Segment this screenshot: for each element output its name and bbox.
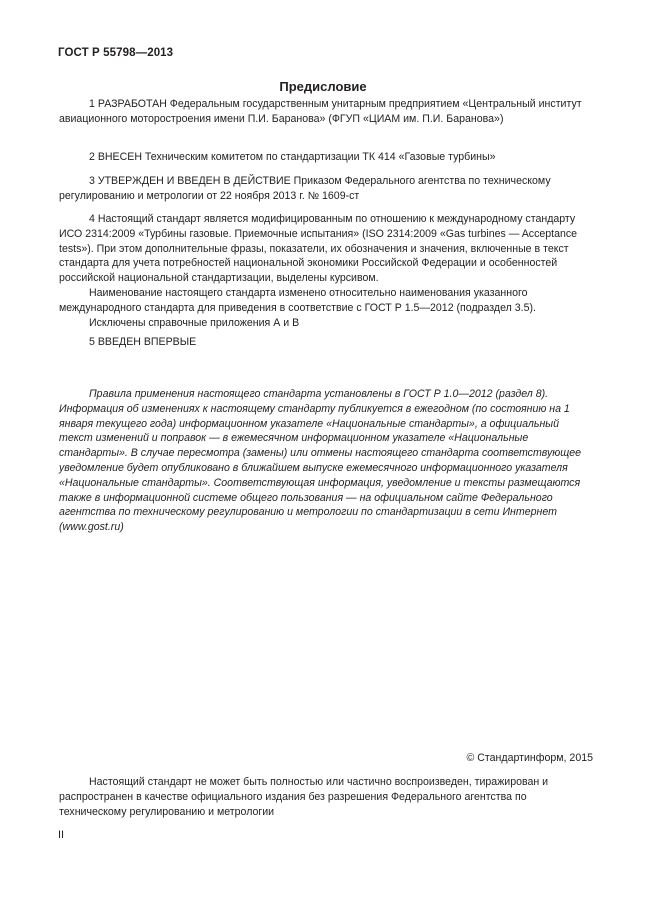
application-rules-text: Правила применения настоящего стандарта установлены в ГОСТ Р 1.0—2012 (раздел 8). Информация об изменениях к настоящему стандарту публикуется в ежегодном (по состоянию на 1 января текущего года) информационном указателе «Национальные стандарты», а официальный текст изменений и поправок — в ежемесячном информационном указателе «Национальные стандарты». В случае пересмотра (замены) или отмены настоящего стандарта соответствующее уведомление будет опубликовано в ближайшем выпуске ежемесячного информационного указателя «Национальные стандарты». Соответствующая информация, уведомление и тексты размещаются также в информационной системе общего пользования — на официальном сайте Федерального агентства по техническому регулированию и метрологии по стандартизации в сети Интернет (www.gost.ru) — [59, 388, 582, 534]
section-title: Предисловие — [279, 79, 367, 94]
reproduction-notice-text: Настоящий стандарт не может быть полностью или частично воспроизведен, тиражирован и распространен в качестве официального издания без разрешения Федерального агентства по техническому регулированию и метрологии — [59, 776, 549, 818]
application-rules-note — [59, 387, 593, 535]
preface-item-2-text: 2 ВНЕСЕН Техническим комитетом по стандартизации ТК 414 «Газовые турбины» — [89, 151, 496, 163]
preface-item-1-text: 1 РАЗРАБОТАН Федеральным государственным унитарным предприятием «Центральный институт авиационного моторостроения имени П.И. Баранова» (ФГУП «ЦИАМ им. П.И. Баранова») — [59, 98, 582, 125]
preface-item-4-excluded: Исключены справочные приложения А и В — [89, 316, 300, 329]
page-number: II — [58, 829, 65, 841]
preface-item-3 — [59, 174, 593, 204]
reproduction-notice — [59, 775, 593, 819]
preface-item-1 — [59, 97, 593, 127]
preface-item-4-name-change: Наименование настоящего стандарта изменено относительно наименования указанного международного стандарта для приведения в соответствие с ГОСТ Р 1.5—2012 (подраздел 3.5). — [59, 286, 536, 314]
preface-item-4-text: 4 Настоящий стандарт является модифицированным по отношению к международному стандарту ИСО 2314:2009 «Турбины газовые. Приемочные испытания» (ISO 2314:2009 «Gas turbines — Acceptance tests»). При этом дополнительные фразы, показатели, их обозначения и значения, включенные в текст стандарта для учета потребностей национальной экономики Российской Федерации и особенностей российской национальной стандартизации, выделены курсивом. — [59, 213, 578, 285]
preface-item-2 — [59, 150, 593, 165]
preface-item-5-text: 5 ВВЕДЕН ВПЕРВЫЕ — [89, 336, 197, 348]
preface-item-3-text: 3 УТВЕРЖДЕН И ВВЕДЕН В ДЕЙСТВИЕ Приказом Федерального агентства по техническому регулированию и метрологии от 22 ноября 2013 г. № 1609-ст — [59, 175, 551, 202]
preface-item-5 — [59, 335, 593, 350]
preface-item-4 — [59, 212, 593, 330]
document-code-header: ГОСТ Р 55798—2013 — [58, 47, 174, 59]
copyright: © Стандартинформ, 2015 — [466, 752, 593, 764]
